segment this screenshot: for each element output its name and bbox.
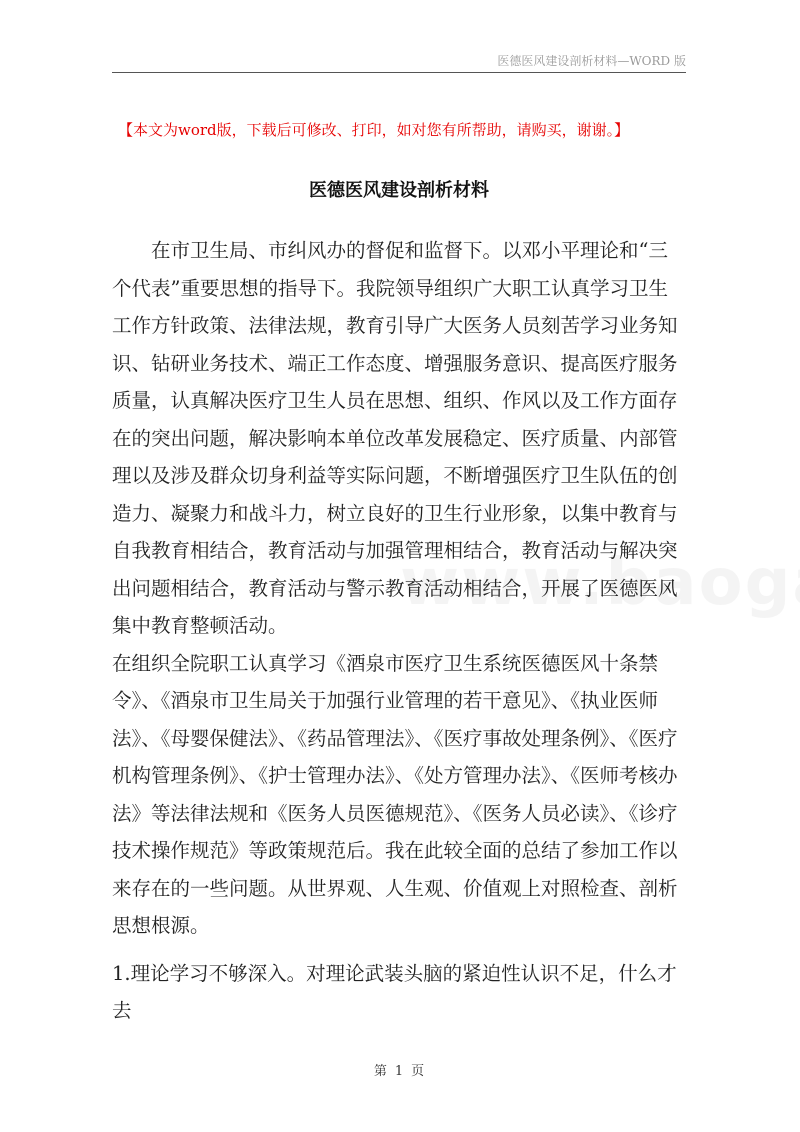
document-body (112, 232, 686, 1030)
paragraph-study: 在组织全院职工认真学习《酒泉市医疗卫生系统医德医风十条禁令》、《酒泉市卫生局关于加强行业管理的若干意见》、《执业医师法》、《母婴保健法》、《药品管理法》、《医疗事故处理条例》、《医疗机构管理条例》、《护士管理办法》、《处方管理办法》、《医师考核办法》等法律法规和《医务人员医德规范》、《医务人员必读》、《诊疗技术操作规范》等政策规范后。我在此较全面的总结了参加工作以来存在的一些问题。从世界观、人生观、价值观上对照检查、剖析思想根源。 (112, 651, 678, 937)
paragraph-item-1: 1.理论学习不够深入。对理论武装头脑的紧迫性认识不足，什么才去 (112, 961, 677, 1022)
document-title: 医德医风建设剖析材料 (309, 180, 489, 201)
page-number-suffix: 页 (411, 1064, 425, 1079)
page-footer (112, 1060, 686, 1079)
header-divider (112, 72, 686, 73)
page-number: 1 (394, 1064, 404, 1079)
page-number-prefix: 第 (373, 1064, 387, 1079)
page-header: 医德医风建设剖析材料—WORD 版 (497, 54, 686, 68)
word-version-notice: 【本文为word版，下载后可修改、打印，如对您有所帮助，请购买，谢谢。】 (118, 121, 630, 139)
paragraph-intro: 在市卫生局、市纠风办的督促和监督下。以邓小平理论和“三个代表”重要思想的指导下。我院领导组织广大职工认真学习卫生工作方针政策、法律法规，教育引导广大医务人员刻苦学习业务知识、钻研业务技术、端正工作态度、增强服务意识、提高医疗服务质量，认真解决医疗卫生人员在思想、组织、作风以及工作方面存在的突出问题，解决影响本单位改革发展稳定、医疗质量、内部管理以及涉及群众切身利益等实际问题，不断增强医疗卫生队伍的创造力、凝聚力和战斗力，树立良好的卫生行业形象，以集中教育与自我教育相结合，教育活动与加强管理相结合，教育活动与解决突出问题相结合，教育活动与警示教育活动相结合，开展了医德医风集中教育整顿活动。 (112, 239, 678, 637)
